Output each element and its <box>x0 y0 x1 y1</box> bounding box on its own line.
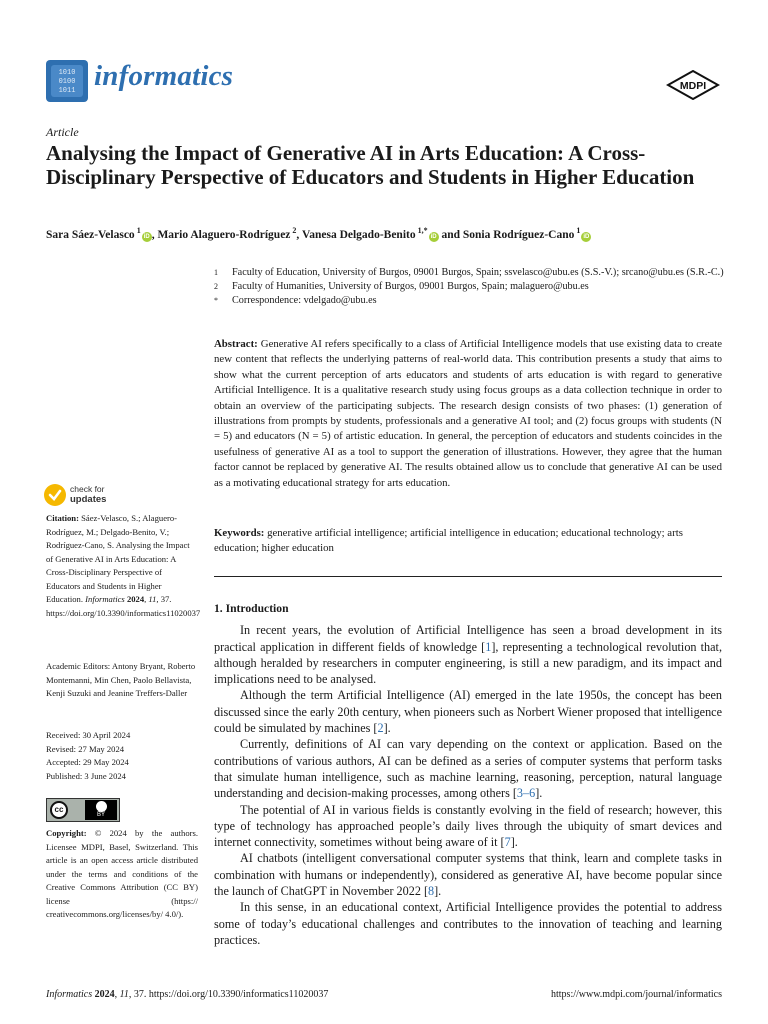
citation-volume: 11 <box>148 594 157 604</box>
paragraph-text: ]. <box>434 884 442 899</box>
author-name[interactable]: Sonia Rodríguez-Cano <box>462 228 575 241</box>
received-date: Received: 30 April 2024 <box>46 730 131 740</box>
orcid-icon[interactable]: iD <box>143 233 150 240</box>
footer-doi-link[interactable]: , 37. https://doi.org/10.3390/informatics11020037 <box>128 989 329 1000</box>
logo-digit-row: 1011 <box>58 87 76 95</box>
publisher-name: MDPI <box>679 80 707 92</box>
paragraph-text: The potential of AI in various fields is constantly evolving in the field of research; however, this type of technology has approached people’s daily lives through the ubiquity of smart devices and internet connectivity, sometimes without being aware of it [ <box>214 802 722 850</box>
copyright-label: Copyright: <box>46 828 87 838</box>
affiliation-mark: 1 <box>214 268 218 277</box>
citation-block: Citation: Sáez-Velasco, S.; Alaguero-Rodríguez, M.; Delgado-Benito, V.; Rodríguez-Cano, S. Analysing the Impact of Generative AI in Arts Education: A Cross-Disciplinary Perspective of Educators and Students in Higher Education. Informatics 2024, 11, 37. https://doi.org/10.3390/informatics11020037 <box>46 513 201 618</box>
published-date: Published: 3 June 2024 <box>46 770 126 781</box>
author-affiliation-mark: 1,* <box>415 226 428 235</box>
mdpi-logo-icon <box>666 70 720 100</box>
keywords <box>214 526 722 557</box>
body-paragraph <box>214 736 722 801</box>
check-updates-icon <box>44 484 66 506</box>
cc-by-license-icon[interactable] <box>46 798 120 822</box>
keywords-label: Keywords: <box>214 527 265 539</box>
author-name[interactable]: Sara Sáez-Velasco <box>46 228 135 241</box>
author-separator: , <box>151 228 158 241</box>
body-paragraph <box>214 622 722 687</box>
paragraph-text: In recent years, the evolution of Artificial Intelligence has seen a broad development in its practical application in different fields of knowledge [ <box>214 623 722 654</box>
reference-link[interactable]: 7 <box>504 835 511 850</box>
article-type: Article <box>46 125 79 139</box>
copyright-text: © 2024 by the authors. Licensee MDPI, Basel, Switzerland. This article is an open access article distributed under the terms and conditions of the Creative Commons Attribution (CC BY) license (https:// creativecommons.org/licenses/by/ 4.0/). <box>46 828 198 919</box>
journal-name: informatics <box>94 60 234 92</box>
article-title: Analysing the Impact of Generative AI in Arts Education: A Cross-Disciplinary Perspective of Educators and Students in Higher Education <box>46 141 695 189</box>
footer-citation: Informatics 2024, 11, 37. https://doi.org/10.3390/informatics11020037 <box>46 989 329 1000</box>
paragraph-text: In this sense, in an educational context, Artificial Intelligence provides the potential to address some of today’s educational challenges and contributes to the innovation of teaching and learning practices. <box>214 900 722 947</box>
paragraph-text: Although the term Artificial Intelligence (AI) emerged in the late 1950s, the concept has been discussed since the early 20th century, when pioneers such as Norbert Wiener proposed that intelligence could be simulated by machines [ <box>214 688 722 736</box>
citation-doi[interactable]: , 37. https://doi.org/10.3390/informatics11020037 <box>46 594 201 618</box>
footer-journal: Informatics <box>46 989 93 1000</box>
citation-text: Sáez-Velasco, S.; Alaguero-Rodríguez, M.; Delgado-Benito, V.; Rodríguez-Cano, S. Analysing the Impact of Generative AI in Arts Education: A Cross-Disciplinary Perspective of Educators and Students in Higher Education. <box>46 513 190 604</box>
accepted-date: Accepted: 29 May 2024 <box>46 757 129 767</box>
revised-date: Revised: 27 May 2024 <box>46 743 125 754</box>
orcid-icon[interactable]: iD <box>430 233 437 240</box>
academic-editors: Academic Editors: Antony Bryant, Roberto Montemanni, Min Chen, Paolo Bellavista, Kenji Suzuki and Jeanine Treffers-Daller <box>46 661 196 698</box>
introduction-section <box>214 601 722 948</box>
affiliation-row <box>214 266 724 280</box>
affiliation-text: Faculty of Education, University of Burgos, 09001 Burgos, Spain; ssvelasco@ubu.es (S.S.-V.); srcano@ubu.es (S.R.-C.) <box>232 267 724 278</box>
body-paragraph <box>214 850 722 899</box>
author-name[interactable]: Vanesa Delgado-Benito <box>301 228 416 241</box>
affiliation-row <box>214 280 724 294</box>
paragraph-text: ], representing a technological revolution that, although heralded by researchers in computer engineering, is still a new paradigm, and its impact and implications need to be analysed. <box>214 639 722 687</box>
author-affiliation-mark: 1 <box>574 226 581 235</box>
abstract-text: Generative AI refers specifically to a class of Artificial Intelligence models that use existing data to create new content that reflects the underlying patterns of real-world data. This contribution presents a study that aims to show what the current perception of arts educators and students of arts education is with regard to generative Artificial Intelligence. It is a qualitative research study using focus groups as a data collection technique in order to obtain an overview of the participating subjects. The research design consists of two phases: (1) generation of illustrations from prompts by students, professionals and a generative AI tool; and (2) focus groups with students (N = 5) and educators (N = 5) of artistic education. In general, the perception of educators and students coincides in the usefulness of generative AI as a tool to support the generation of illustrations. However, they agree that the human factor cannot be replaced by generative AI. The results obtained allow us to conclude that generative AI can be used as a motivating educational strategy for arts education. <box>214 338 723 489</box>
introduction-body <box>214 622 722 948</box>
paragraph-text: ]. <box>510 835 518 850</box>
paragraph-text: AI chatbots (intelligent conversational computer systems that think, learn and complete tasks in combination with humans or independently), considered as generative AI, have become popular since the launch of ChatGPT in November 2022 [ <box>214 851 722 899</box>
author-name[interactable]: Mario Alaguero-Rodríguez <box>157 228 291 241</box>
body-paragraph <box>214 687 722 736</box>
body-paragraph <box>214 802 722 851</box>
logo-digit-row: 1010 <box>58 69 76 77</box>
section-divider <box>214 576 722 577</box>
abstract-label: Abstract: <box>214 338 258 350</box>
reference-link[interactable]: 1 <box>485 639 492 654</box>
paragraph-text: ]. <box>383 721 391 736</box>
reference-link[interactable]: 3–6 <box>516 786 536 801</box>
check-updates-label: check for updates <box>70 484 107 505</box>
reference-link[interactable]: 2 <box>377 721 384 736</box>
author-affiliation-mark: 2 <box>290 226 297 235</box>
affiliation-text: Correspondence: vdelgado@ubu.es <box>232 295 377 306</box>
affiliation-row <box>214 294 724 308</box>
footer-year: 2024 <box>94 989 115 1000</box>
body-paragraph <box>214 899 722 948</box>
copyright-notice <box>46 827 198 922</box>
footer-volume: 11 <box>119 989 129 1000</box>
publication-dates <box>46 729 198 783</box>
keywords-text: generative artificial intelligence; artificial intelligence in education; educational technology; arts education; higher education <box>214 527 683 555</box>
affiliation-mark: * <box>214 296 218 305</box>
cc-icon: cc <box>50 801 68 819</box>
section-heading: 1. Introduction <box>214 602 289 615</box>
logo-digit-row: 0100 <box>58 78 76 86</box>
affiliation-text: Faculty of Humanities, University of Burgos, 09001 Burgos, Spain; malaguero@ubu.es <box>232 281 589 292</box>
orcid-icon[interactable]: iD <box>583 233 590 240</box>
paragraph-text: ]. <box>535 786 543 801</box>
author-separator: , <box>296 228 302 241</box>
affiliation-mark: 2 <box>214 282 218 291</box>
affiliations <box>214 266 724 308</box>
check-for-updates-button[interactable] <box>44 484 154 508</box>
footer-journal-url[interactable]: https://www.mdpi.com/journal/informatics <box>551 989 722 1000</box>
reference-link[interactable]: 8 <box>428 884 435 899</box>
abstract <box>214 337 722 491</box>
citation-label: Citation: <box>46 513 79 523</box>
paragraph-text: Currently, definitions of AI can vary depending on the context or application. Based on the contributions of various authors, AI can be defined as a series of computer systems that perform tasks that simulate human intelligence, such as machine learning, reasoning, perception, natural language understanding and decision-making processes, among others [ <box>214 737 722 801</box>
by-icon: BY <box>85 800 117 820</box>
citation-year: 2024 <box>126 594 145 604</box>
author-affiliation-mark: 1 <box>134 226 141 235</box>
author-list <box>46 226 746 242</box>
author-separator: and <box>438 228 463 241</box>
journal-logo-icon <box>46 60 88 102</box>
citation-journal: Informatics <box>85 594 125 604</box>
